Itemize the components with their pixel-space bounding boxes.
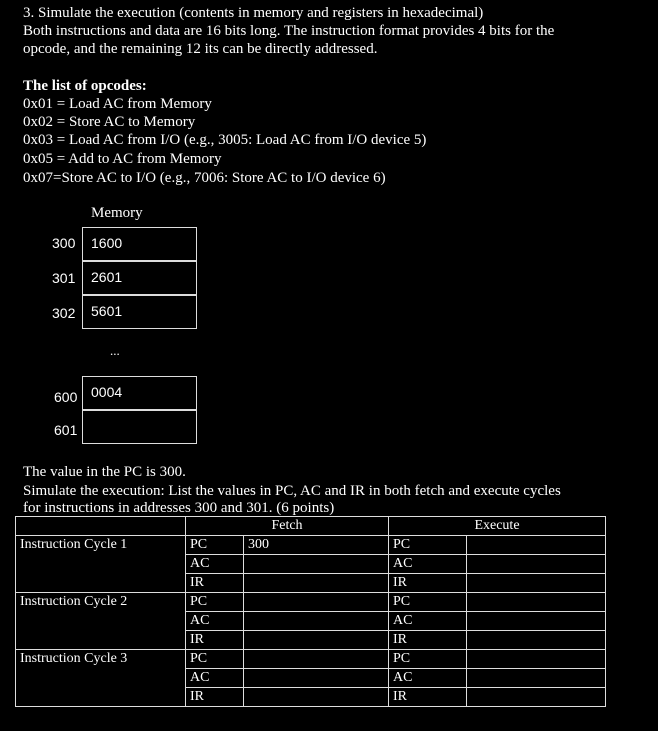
execute-register: AC xyxy=(389,669,467,688)
memory-address: 301 xyxy=(52,270,76,286)
execute-value-cell[interactable] xyxy=(467,650,606,669)
execute-register: IR xyxy=(389,688,467,707)
opcode-item: 0x03 = Load AC from I/O (e.g., 3005: Load AC from I/O device 5) xyxy=(23,132,427,148)
opcode-item: 0x01 = Load AC from Memory xyxy=(23,96,212,112)
fetch-header: Fetch xyxy=(186,517,389,536)
memory-cell xyxy=(82,261,197,295)
opcode-item: 0x05 = Add to AC from Memory xyxy=(23,151,222,167)
cycle-label: Instruction Cycle 3 xyxy=(16,650,186,707)
memory-address: 600 xyxy=(54,389,78,405)
fetch-value-cell[interactable] xyxy=(244,555,389,574)
fetch-value-cell[interactable] xyxy=(244,688,389,707)
execute-value-cell[interactable] xyxy=(467,631,606,650)
memory-cell xyxy=(82,376,197,410)
fetch-register: AC xyxy=(186,555,244,574)
memory-address: 601 xyxy=(54,422,78,438)
memory-value: 5601 xyxy=(91,303,123,319)
fetch-value-cell[interactable] xyxy=(244,593,389,612)
memory-cell xyxy=(82,295,197,329)
execute-register: PC xyxy=(389,593,467,612)
fetch-value-cell[interactable] xyxy=(244,669,389,688)
fetch-register: IR xyxy=(186,574,244,593)
memory-address: 300 xyxy=(52,235,76,251)
table-row xyxy=(16,650,606,669)
fetch-value-cell[interactable]: 300 xyxy=(244,536,389,555)
memory-value: 0004 xyxy=(91,384,123,400)
opcode-item: 0x07=Store AC to I/O (e.g., 7006: Store AC to I/O device 6) xyxy=(23,170,386,186)
execute-value-cell[interactable] xyxy=(467,669,606,688)
header-blank-cell xyxy=(16,517,186,536)
execute-value-cell[interactable] xyxy=(467,688,606,707)
fetch-register: PC xyxy=(186,593,244,612)
opcode-item: 0x02 = Store AC to Memory xyxy=(23,114,196,130)
table-row xyxy=(16,593,606,612)
execute-value-cell[interactable] xyxy=(467,612,606,631)
fetch-register: AC xyxy=(186,612,244,631)
execute-register: AC xyxy=(389,555,467,574)
memory-cell xyxy=(82,410,197,444)
execute-register: IR xyxy=(389,631,467,650)
execute-register: PC xyxy=(389,536,467,555)
table-header-row xyxy=(16,517,606,536)
task-line-1: Simulate the execution: List the values in PC, AC and IR in both fetch and execute cycles xyxy=(23,483,561,499)
memory-cell xyxy=(82,227,197,261)
memory-ellipsis: ... xyxy=(110,343,120,358)
fetch-value-cell[interactable] xyxy=(244,574,389,593)
execute-value-cell[interactable] xyxy=(467,593,606,612)
question-description-line-2: opcode, and the remaining 12 its can be directly addressed. xyxy=(23,41,378,57)
fetch-register: PC xyxy=(186,536,244,555)
fetch-register: PC xyxy=(186,650,244,669)
table-row xyxy=(16,536,606,555)
execute-register: PC xyxy=(389,650,467,669)
execute-header: Execute xyxy=(389,517,606,536)
fetch-value-cell[interactable] xyxy=(244,631,389,650)
pc-statement: The value in the PC is 300. xyxy=(23,464,186,480)
memory-value: 1600 xyxy=(91,235,123,251)
question-description-line-1: Both instructions and data are 16 bits long. The instruction format provides 4 bits for the xyxy=(23,23,555,39)
execute-value-cell[interactable] xyxy=(467,555,606,574)
simulation-table xyxy=(15,516,606,707)
memory-label: Memory xyxy=(91,205,143,221)
fetch-register: AC xyxy=(186,669,244,688)
execute-register: AC xyxy=(389,612,467,631)
memory-address: 302 xyxy=(52,305,76,321)
question-title: 3. Simulate the execution (contents in memory and registers in hexadecimal) xyxy=(23,5,484,21)
task-line-2: for instructions in addresses 300 and 301. (6 points) xyxy=(23,500,335,516)
memory-value: 2601 xyxy=(91,269,123,285)
execute-value-cell[interactable] xyxy=(467,574,606,593)
fetch-register: IR xyxy=(186,631,244,650)
fetch-value-cell[interactable] xyxy=(244,650,389,669)
execute-value-cell[interactable] xyxy=(467,536,606,555)
opcodes-heading: The list of opcodes: xyxy=(23,78,147,94)
cycle-label: Instruction Cycle 2 xyxy=(16,593,186,650)
cycle-label: Instruction Cycle 1 xyxy=(16,536,186,593)
fetch-value-cell[interactable] xyxy=(244,612,389,631)
fetch-register: IR xyxy=(186,688,244,707)
execute-register: IR xyxy=(389,574,467,593)
